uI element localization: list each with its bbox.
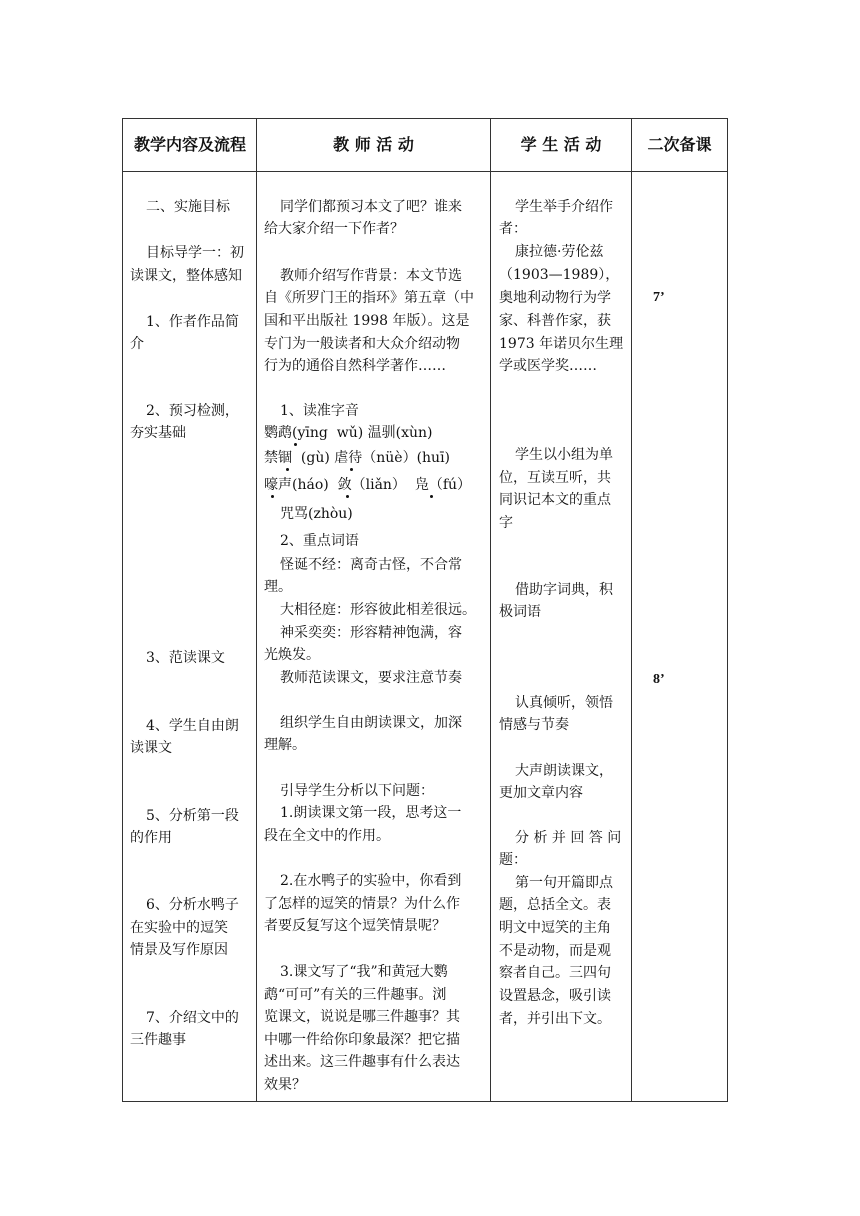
content-step-author-intro-line-1: 1、作者作品简: [146, 314, 239, 330]
pronunciation-line: 禁锢 (gù) 虐待（nüè）(huī): [264, 450, 451, 466]
student-activity-line: 题，总括全文。表: [499, 897, 611, 913]
student-activity-line: 大声朗读课文，: [515, 763, 613, 779]
teacher-activity-line: 教师范读课文，要求注意节奏: [280, 670, 462, 686]
table-header-divider: [122, 171, 727, 172]
content-step-goal-one-line-2: 读课文，整体感知: [130, 268, 242, 284]
content-step-goal-one-line-1: 目标导学一：初: [146, 245, 244, 261]
time-allocation-2: 8’: [653, 672, 665, 687]
question-line: 1.朗读课文第一段，思考这一: [280, 805, 462, 821]
student-activity-line: 不是动物，而是观: [499, 943, 611, 959]
content-step-preview-check-line-2: 夯实基础: [130, 425, 186, 441]
content-step-duck-analysis-line-1: 6、分析水鸭子: [146, 897, 239, 913]
teacher-activity-line: 引导学生分析以下问题：: [280, 783, 434, 799]
student-activity-line: 字: [499, 515, 513, 531]
teacher-activity-line: 国和平出版社 1998 年版）。这是: [264, 313, 470, 329]
content-step-duck-analysis-line-3: 情景及写作原因: [130, 942, 228, 958]
question-line: 述出来。这三件趣事有什么表达: [264, 1054, 460, 1070]
student-activity-line: 借助字词典，积: [515, 582, 613, 598]
student-activity-line: 学生以小组为单: [515, 447, 613, 463]
teacher-activity-line: 专门为一般读者和大众介绍动物: [264, 336, 460, 352]
vocabulary-line: 神采奕奕：形容精神饱满，容: [280, 625, 462, 641]
content-step-free-reading-line-2: 读课文: [130, 740, 172, 756]
content-step-preview-check-line-1: 2、预习检测，: [146, 403, 239, 419]
teacher-activity-line: 理解。: [264, 737, 306, 753]
emphasis-dot: [286, 468, 289, 471]
table-border-left: [122, 118, 123, 1102]
table-column-divider-3: [631, 118, 632, 1102]
vocabulary-line: 光焕发。: [264, 647, 320, 663]
pronunciation-line: 嚎声(háo) 敛（liǎn） 凫（fú）: [264, 477, 472, 493]
table-border-bottom: [122, 1101, 727, 1102]
teacher-activity-line: 给大家介绍一下作者？: [264, 221, 404, 237]
content-step-free-reading-line-1: 4、学生自由朗: [146, 718, 239, 734]
teacher-activity-line: 自《所罗门王的指环》第五章（中: [264, 290, 474, 306]
header-second-preparation: 二次备课: [647, 135, 712, 154]
question-line: 览课文，说说是哪三件趣事？其: [264, 1009, 460, 1025]
header-student-activity: 学 生 活 动: [520, 135, 602, 154]
student-activity-line: 者：: [499, 221, 527, 237]
question-line: 中哪一件给你印象最深？把它描: [264, 1032, 460, 1048]
question-line: 2.在水鸭子的实验中，你看到: [280, 873, 462, 889]
student-activity-line: 第一句开篇即点: [515, 875, 613, 891]
time-allocation-1: 7’: [653, 290, 665, 305]
emphasis-dot: [350, 468, 353, 471]
student-activity-line: 同识记本文的重点: [499, 492, 611, 508]
teacher-activity-line: 组织学生自由朗读课文，加深: [280, 715, 462, 731]
content-step-duck-analysis-line-2: 在实验中的逗笑: [130, 920, 228, 936]
student-activity-line: 位，互读互听，共: [499, 470, 611, 486]
student-activity-line: 更加文章内容: [499, 785, 583, 801]
table-border-right: [727, 118, 728, 1102]
header-teaching-content: 教学内容及流程: [133, 135, 246, 154]
teacher-activity-line: 2、重点词语: [280, 533, 359, 549]
question-line: 鹉“可可”有关的三件趣事。浏: [264, 987, 447, 1003]
student-activity-line: 奥地利动物行为学: [499, 290, 611, 306]
question-line: 者要反复写这个逗笑情景呢？: [264, 918, 446, 934]
student-activity-line: 设置悬念，吸引读: [499, 988, 611, 1004]
student-activity-line: 认真倾听，领悟: [515, 695, 613, 711]
teacher-activity-line: 1、读准字音: [280, 403, 359, 419]
content-step-first-paragraph-line-1: 5、分析第一段: [146, 808, 239, 824]
emphasis-dot: [294, 443, 297, 446]
emphasis-dot: [346, 495, 349, 498]
content-step-author-intro-line-2: 介: [130, 336, 144, 352]
student-activity-line: 明文中逗笑的主角: [499, 920, 611, 936]
student-activity-line: 情感与节奏: [499, 717, 569, 733]
student-activity-line: 学或医学奖……: [499, 358, 597, 374]
content-step-implement-goals: 二、实施目标: [146, 199, 230, 215]
student-activity-line: （1903—1989），: [499, 267, 620, 283]
teacher-activity-line: 同学们都预习本文了吧？谁来: [280, 199, 462, 215]
content-step-three-anecdotes-line-2: 三件趣事: [130, 1032, 186, 1048]
question-line: 3.课文写了“我”和黄冠大鹦: [280, 964, 448, 980]
student-activity-line: 极词语: [499, 604, 541, 620]
vocabulary-line: 理。: [264, 579, 292, 595]
teacher-activity-line: 行为的通俗自然科学著作……: [264, 358, 446, 374]
vocabulary-line: 怪诞不经：离奇古怪，不合常: [280, 557, 462, 573]
student-activity-line: 题：: [499, 852, 527, 868]
table-border-top: [122, 118, 727, 119]
content-step-three-anecdotes-line-1: 7、介绍文中的: [146, 1010, 239, 1026]
student-activity-line: 康拉德·劳伦兹: [515, 244, 604, 260]
emphasis-dot: [430, 495, 433, 498]
pronunciation-line: 咒骂(zhòu): [280, 506, 353, 522]
content-step-model-reading: 3、范读课文: [146, 650, 225, 666]
header-teacher-activity: 教 师 活 动: [333, 135, 414, 154]
teacher-activity-line: 教师介绍写作背景：本文节选: [280, 268, 462, 284]
table-column-divider-2: [490, 118, 491, 1102]
content-step-first-paragraph-line-2: 的作用: [130, 830, 172, 846]
student-activity-line: 察者自己。三四句: [499, 965, 611, 981]
student-activity-line: 分 析 并 回 答 问: [515, 830, 622, 846]
student-activity-line: 家、科普作家，获: [499, 313, 611, 329]
table-column-divider-1: [256, 118, 257, 1102]
pronunciation-line: 鹦鹉(yīng wǔ) 温驯(xùn): [264, 425, 433, 441]
question-line: 了怎样的逗笑的情景？为什么作: [264, 896, 460, 912]
emphasis-dot: [271, 495, 274, 498]
student-activity-line: 1973 年诺贝尔生理: [499, 336, 624, 352]
question-line: 段在全文中的作用。: [264, 828, 390, 844]
student-activity-line: 者，并引出下文。: [499, 1011, 611, 1027]
question-line: 效果？: [264, 1077, 306, 1093]
vocabulary-line: 大相径庭：形容彼此相差很远。: [280, 602, 476, 618]
student-activity-line: 学生举手介绍作: [515, 199, 613, 215]
